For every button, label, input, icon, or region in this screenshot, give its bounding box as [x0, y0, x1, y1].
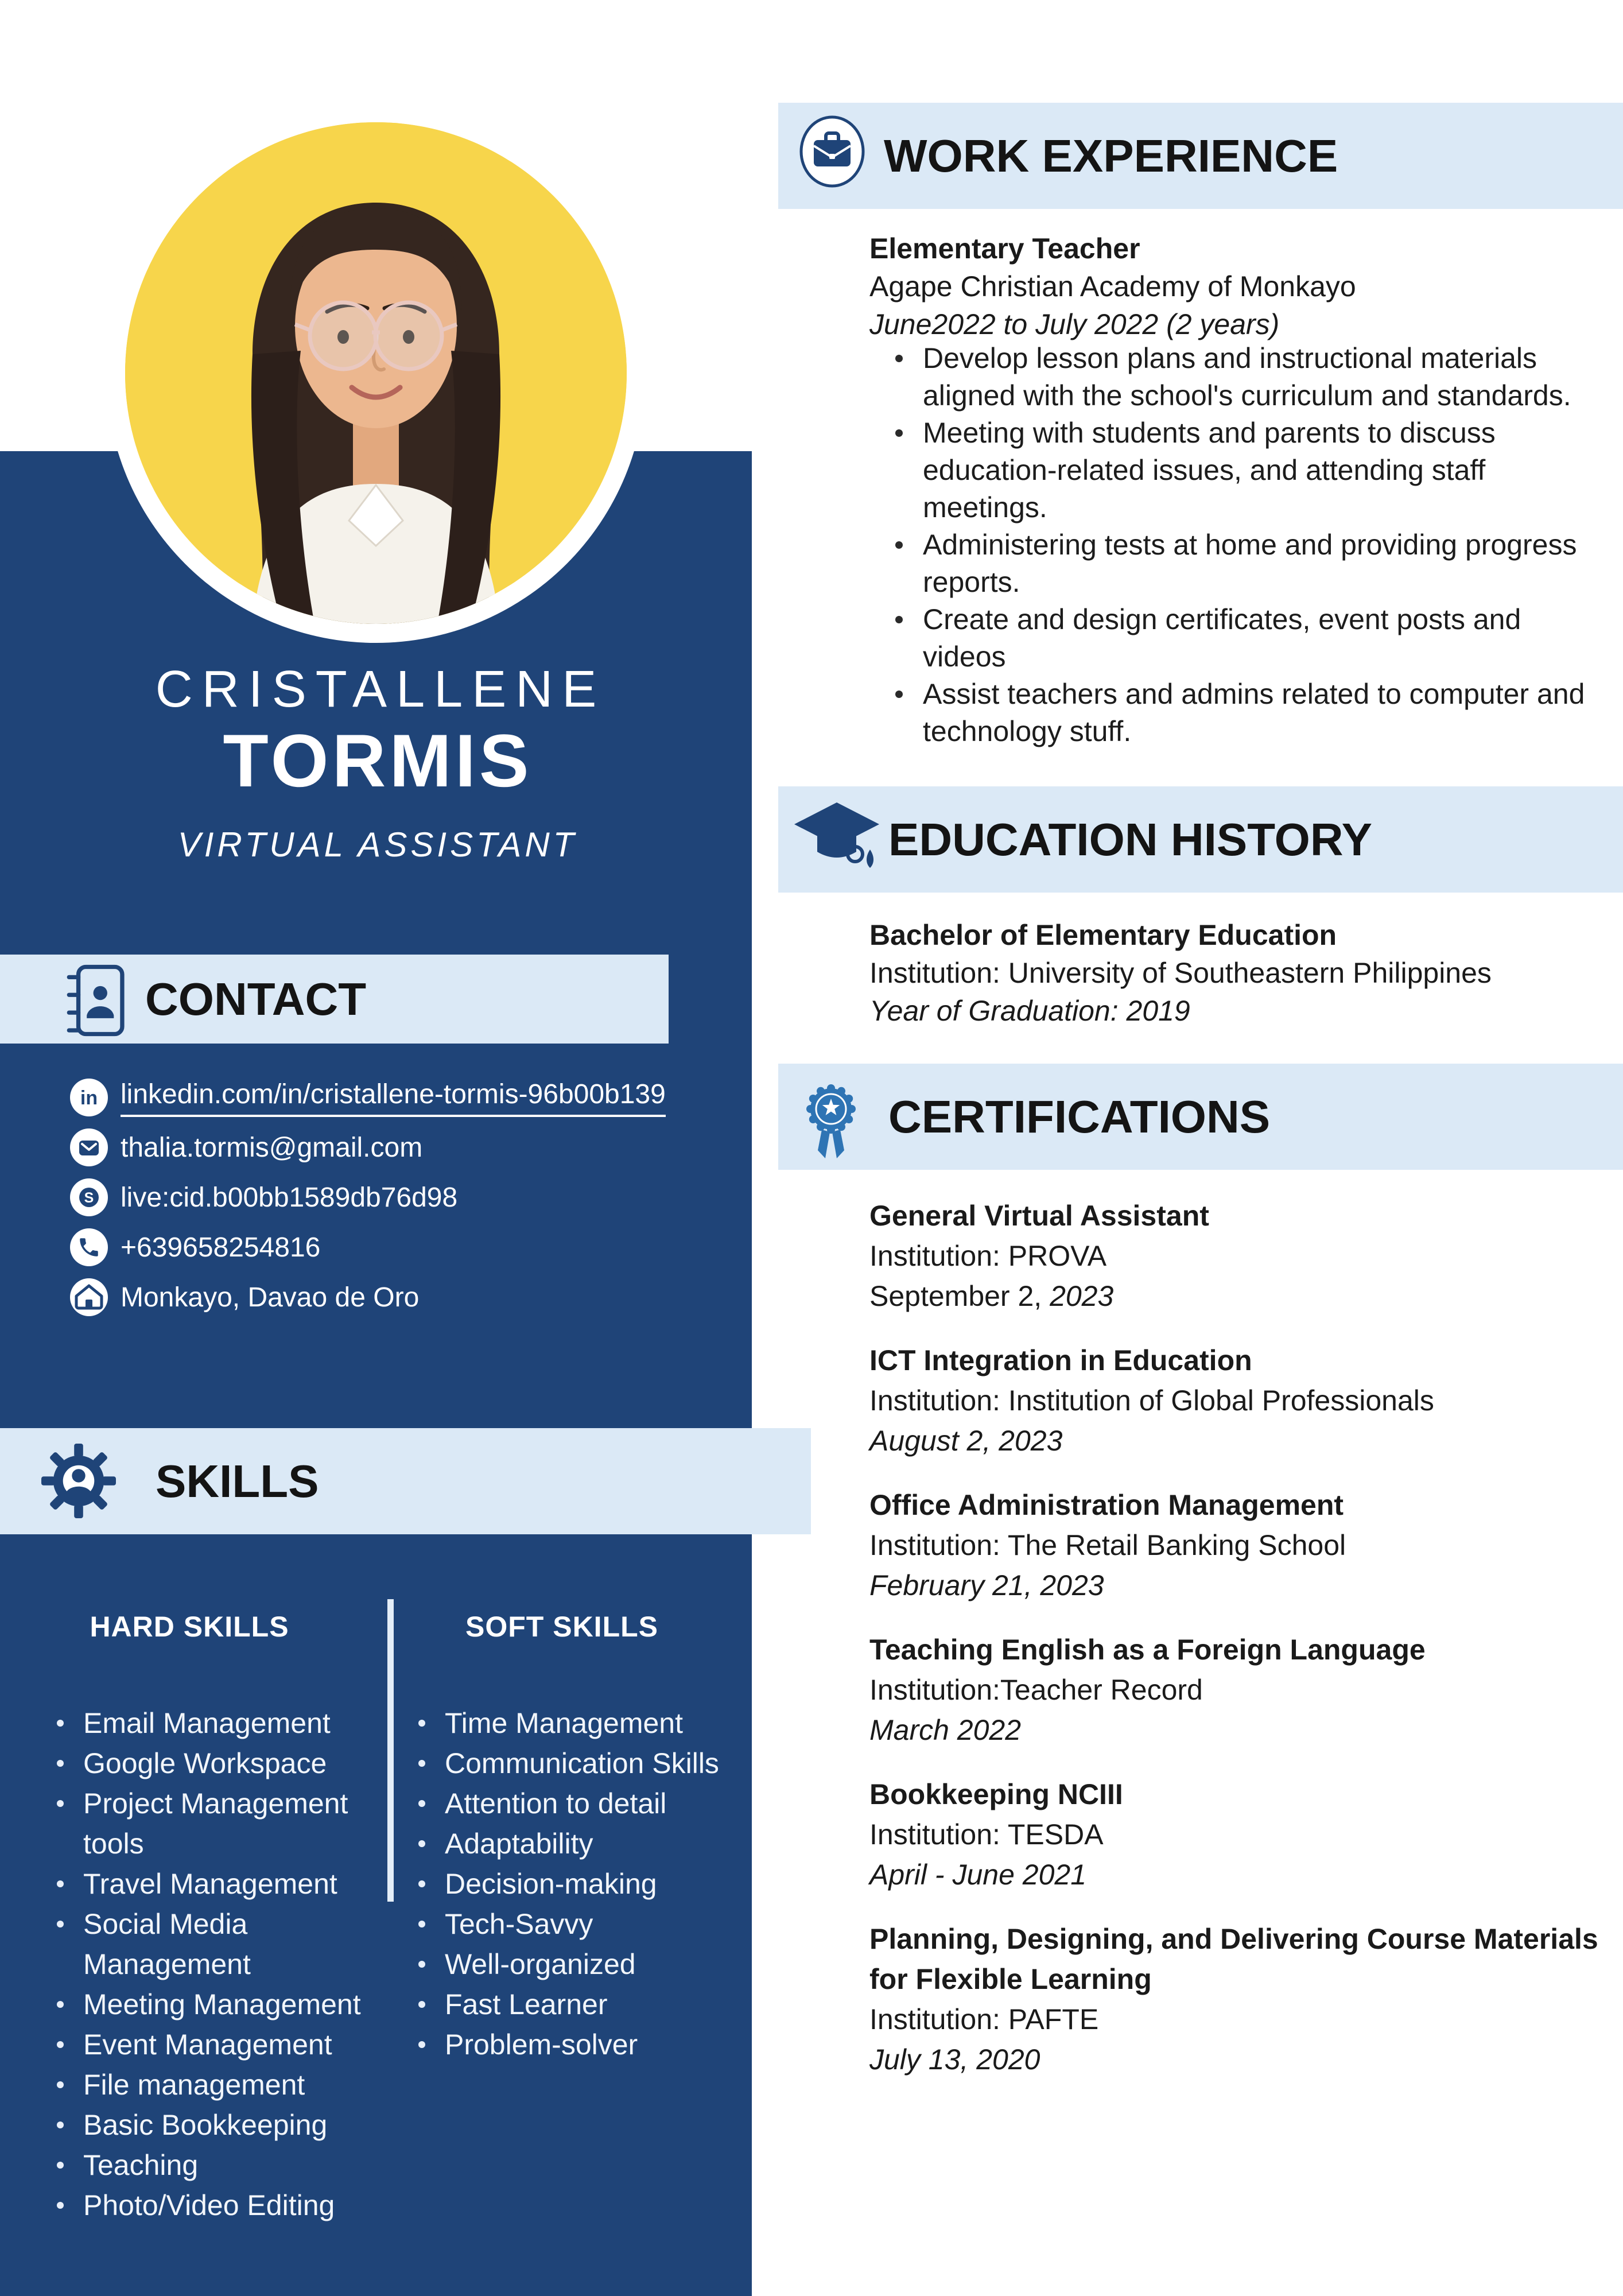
location-value: Monkayo, Davao de Oro [121, 1282, 420, 1313]
work-bullet: Create and design certificates, event posts and videos [884, 601, 1594, 676]
soft-skill-item: Decision-making [417, 1864, 743, 1904]
contact-item-email [70, 1123, 422, 1172]
education-year: Year of Graduation: 2019 [869, 995, 1190, 1027]
phone-icon [70, 1228, 108, 1266]
skills-heading: SKILLS [156, 1455, 319, 1507]
work-company: Agape Christian Academy of Monkayo [869, 270, 1356, 302]
award-ribbon-icon [802, 1083, 860, 1163]
hard-skill-item: Social Media Management [56, 1904, 370, 1984]
soft-skills-heading: SOFT SKILLS [465, 1611, 658, 1643]
work-role: Elementary Teacher [869, 232, 1140, 265]
hard-skills-list [56, 1703, 370, 2225]
soft-skill-item: Well-organized [417, 1944, 743, 1984]
home-icon [70, 1278, 108, 1316]
certification-institution: Institution: TESDA [869, 1818, 1104, 1851]
soft-skill-item: Communication Skills [417, 1743, 743, 1783]
certification-institution: Institution: PAFTE [869, 2003, 1099, 2035]
first-name: CRISTALLENE [155, 661, 606, 718]
certification-institution: Institution: Institution of Global Professionals [869, 1384, 1434, 1417]
hard-skill-item: File management [56, 2065, 370, 2105]
certification-title: ICT Integration in Education [869, 1344, 1252, 1376]
briefcase-icon [799, 115, 865, 188]
work-period: June2022 to July 2022 (2 years) [869, 308, 1280, 340]
contact-item-location [70, 1273, 419, 1322]
contact-item-phone [70, 1223, 320, 1272]
certification-title: General Virtual Assistant [869, 1200, 1209, 1232]
gear-person-icon [41, 1444, 116, 1518]
work-entry-header [869, 230, 1610, 343]
linkedin-link[interactable]: linkedin.com/in/cristallene-tormis-96b00b139 [121, 1079, 666, 1117]
graduation-cap-icon [791, 799, 883, 879]
profile-photo [106, 103, 646, 643]
certification-title: Planning, Designing, and Delivering Course Materials for Flexible Learning [869, 1923, 1598, 1995]
soft-skill-item: Fast Learner [417, 1984, 743, 2024]
certification-date [869, 1855, 1610, 1895]
certification-entry [869, 1340, 1610, 1461]
soft-skills-list [417, 1703, 743, 2065]
hard-skill-item: Photo/Video Editing [56, 2185, 370, 2225]
certification-date [869, 1565, 1610, 1605]
certification-entry [869, 1485, 1610, 1605]
contact-item-skype [70, 1173, 457, 1222]
certification-date-value: 2023 [1050, 1280, 1114, 1312]
contact-book-icon [57, 963, 132, 1038]
certification-date-prefix: September 2, [869, 1280, 1050, 1312]
soft-skill-item: Adaptability [417, 1824, 743, 1864]
certification-institution: Institution:Teacher Record [869, 1674, 1203, 1706]
education-entry [869, 916, 1610, 1030]
svg-text:in: in [80, 1087, 98, 1109]
hard-skill-item: Google Workspace [56, 1743, 370, 1783]
contact-item-linkedin [70, 1073, 666, 1122]
certifications-heading: CERTIFICATIONS [888, 1091, 1271, 1142]
work-bullet: Develop lesson plans and instructional materials aligned with the school's curriculum and standards. [884, 340, 1594, 414]
education-degree: Bachelor of Elementary Education [869, 919, 1337, 951]
hard-skill-item: Travel Management [56, 1864, 370, 1904]
job-title: VIRTUAL ASSISTANT [177, 825, 578, 864]
work-heading: WORK EXPERIENCE [884, 130, 1338, 181]
contact-heading: CONTACT [145, 973, 367, 1025]
hard-skills-heading: HARD SKILLS [90, 1611, 289, 1643]
soft-skill-item: Attention to detail [417, 1783, 743, 1824]
hard-skill-item: Project Management tools [56, 1783, 370, 1864]
email-value: thalia.tormis@gmail.com [121, 1132, 423, 1163]
certification-date-value: March 2022 [869, 1714, 1022, 1746]
portrait-illustration [125, 122, 627, 624]
certification-date [869, 1421, 1610, 1461]
skills-column-divider [387, 1599, 394, 1902]
certification-date-value: February 21, 2023 [869, 1569, 1104, 1601]
certification-entry [869, 1196, 1610, 1316]
certification-title: Bookkeeping NCIII [869, 1778, 1123, 1810]
soft-skill-item: Problem-solver [417, 2024, 743, 2065]
skype-icon [70, 1178, 108, 1216]
work-bullet: Assist teachers and admins related to computer and technology stuff. [884, 676, 1594, 750]
certification-date-value: August 2, 2023 [869, 1425, 1063, 1457]
certification-entry [869, 1630, 1610, 1750]
certification-date-value: July 13, 2020 [869, 2043, 1040, 2076]
certifications-list [869, 1196, 1610, 2104]
skype-value: live:cid.b00bb1589db76d98 [121, 1182, 458, 1213]
skills-section-band [0, 1428, 811, 1534]
hard-skill-item: Teaching [56, 2145, 370, 2185]
certification-date [869, 1276, 1610, 1316]
email-icon [70, 1128, 108, 1166]
soft-skill-item: Tech-Savvy [417, 1904, 743, 1944]
linkedin-icon [70, 1079, 108, 1116]
certification-title: Teaching English as a Foreign Language [869, 1634, 1426, 1666]
certification-entry [869, 1919, 1610, 2080]
work-bullet-list [884, 340, 1594, 750]
certification-date [869, 1710, 1610, 1750]
svg-text:S: S [84, 1190, 94, 1206]
hard-skill-item: Meeting Management [56, 1984, 370, 2024]
work-bullet: Administering tests at home and providing progress reports. [884, 526, 1594, 601]
phone-value: +639658254816 [121, 1232, 321, 1263]
work-bullet: Meeting with students and parents to discuss education-related issues, and attending staff meetings. [884, 414, 1594, 526]
profile-photo-inner [125, 122, 627, 624]
certification-institution: Institution: The Retail Banking School [869, 1529, 1346, 1561]
last-name: TORMIS [223, 719, 533, 802]
certification-title: Office Administration Management [869, 1489, 1344, 1521]
certification-date [869, 2039, 1610, 2080]
hard-skill-item: Event Management [56, 2024, 370, 2065]
soft-skill-item: Time Management [417, 1703, 743, 1743]
certification-institution: Institution: PROVA [869, 1240, 1107, 1272]
education-institution: Institution: University of Southeastern Philippines [869, 957, 1492, 989]
hard-skill-item: Basic Bookkeeping [56, 2105, 370, 2145]
certification-date-value: April - June 2021 [869, 1859, 1087, 1891]
hard-skill-item: Email Management [56, 1703, 370, 1743]
certification-entry [869, 1774, 1610, 1895]
education-heading: EDUCATION HISTORY [888, 813, 1373, 865]
